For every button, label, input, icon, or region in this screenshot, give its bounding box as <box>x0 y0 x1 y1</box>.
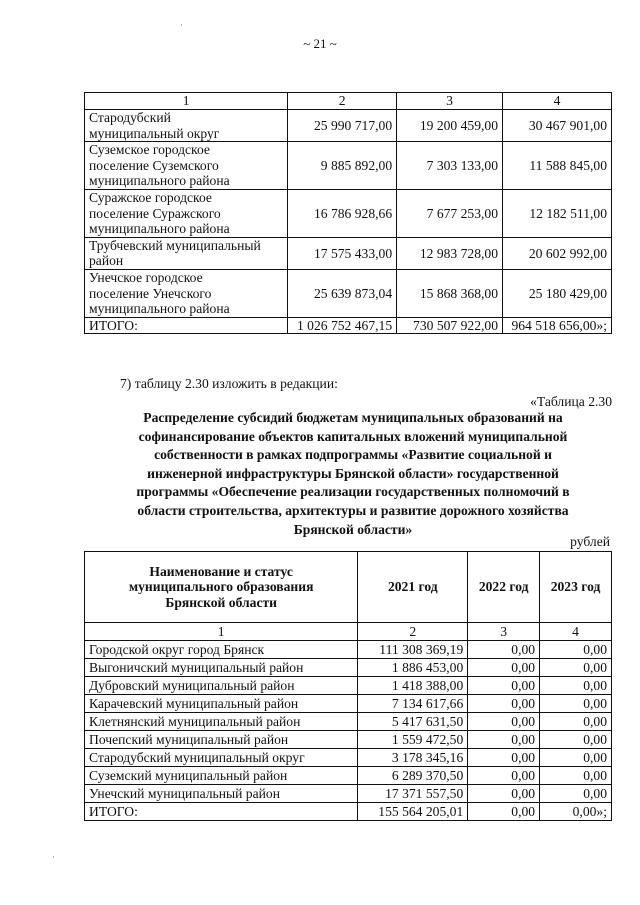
municipality-name: Карачевский муниципальный район <box>85 695 358 713</box>
column-number: 3 <box>468 623 540 641</box>
municipality-name: Унечское городское поселение Унечского муниципального района <box>85 269 288 317</box>
amount-2022: 0,00 <box>468 785 540 803</box>
amount-2022: 0,00 <box>468 767 540 785</box>
table-header-row <box>85 93 612 110</box>
municipality-name: Стародубский муниципальный округ <box>85 749 358 767</box>
amendment-paragraph: 7) таблицу 2.30 изложить в редакции: <box>120 376 338 391</box>
municipality-name: Суземское городское поселение Суземского муниципального района <box>85 142 288 190</box>
amount-2022: 0,00 <box>468 659 540 677</box>
column-number: 1 <box>85 93 288 110</box>
table-row <box>85 767 612 785</box>
amount-cell: 16 786 928,66 <box>288 189 397 237</box>
total-amount: 1 026 752 467,15 <box>288 317 397 334</box>
table-row <box>85 269 612 317</box>
table-continued <box>84 92 612 334</box>
column-header-name: Наименование и статус муниципального образования Брянской области <box>85 552 358 623</box>
amount-2022: 0,00 <box>468 641 540 659</box>
municipality-name: Трубчевский муниципальный район <box>85 237 288 269</box>
subsidy-table <box>84 551 612 821</box>
amount-2021: 3 178 345,16 <box>358 749 468 767</box>
amount-2023: 0,00 <box>540 677 612 695</box>
table-reference: «Таблица 2.30 <box>530 394 612 409</box>
total-row <box>85 803 612 821</box>
municipality-name: Почепский муниципальный район <box>85 731 358 749</box>
amount-2021: 17 371 557,50 <box>358 785 468 803</box>
total-label: ИТОГО: <box>85 803 358 821</box>
column-number: 2 <box>288 93 397 110</box>
scan-mark: · <box>52 852 55 862</box>
municipality-name: Стародубский муниципальный округ <box>85 110 288 142</box>
total-label: ИТОГО: <box>85 317 288 334</box>
amount-cell: 25 990 717,00 <box>288 110 397 142</box>
amount-2022: 0,00 <box>468 677 540 695</box>
table-row <box>85 731 612 749</box>
table-row <box>85 749 612 767</box>
amount-2023: 0,00 <box>540 785 612 803</box>
amount-2023: 0,00 <box>540 749 612 767</box>
page-number: ~ 21 ~ <box>303 36 337 51</box>
amount-cell: 15 868 368,00 <box>397 269 503 317</box>
table-row <box>85 142 612 190</box>
amount-2022: 0,00 <box>468 695 540 713</box>
amount-2022: 0,00 <box>468 749 540 767</box>
amount-cell: 17 575 433,00 <box>288 237 397 269</box>
municipality-name: Суражское городское поселение Суражского муниципального района <box>85 189 288 237</box>
total-amount: 730 507 922,00 <box>397 317 503 334</box>
column-header-2023: 2023 год <box>540 552 612 623</box>
amount-cell: 7 677 253,00 <box>397 189 503 237</box>
amount-2021: 1 559 472,50 <box>358 731 468 749</box>
amount-2023: 0,00 <box>540 767 612 785</box>
amount-cell: 20 602 992,00 <box>503 237 612 269</box>
total-amount-2023: 0,00»; <box>540 803 612 821</box>
amount-2021: 6 289 370,50 <box>358 767 468 785</box>
amount-cell: 9 885 892,00 <box>288 142 397 190</box>
amount-cell: 12 983 728,00 <box>397 237 503 269</box>
amount-cell: 25 639 873,04 <box>288 269 397 317</box>
amount-cell: 19 200 459,00 <box>397 110 503 142</box>
table-row <box>85 641 612 659</box>
municipality-name: Городской округ город Брянск <box>85 641 358 659</box>
amount-2021: 1 886 453,00 <box>358 659 468 677</box>
amount-cell: 12 182 511,00 <box>503 189 612 237</box>
amount-2021: 5 417 631,50 <box>358 713 468 731</box>
column-number-row <box>85 623 612 641</box>
column-number: 1 <box>85 623 358 641</box>
municipality-name: Суземский муниципальный район <box>85 767 358 785</box>
amount-cell: 25 180 429,00 <box>503 269 612 317</box>
column-header-2022: 2022 год <box>468 552 540 623</box>
municipality-name: Клетнянский муниципальный район <box>85 713 358 731</box>
table-row <box>85 189 612 237</box>
table-row <box>85 785 612 803</box>
amount-2022: 0,00 <box>468 713 540 731</box>
total-amount: 964 518 656,00»; <box>503 317 612 334</box>
municipality-name: Унечский муниципальный район <box>85 785 358 803</box>
total-amount-2021: 155 564 205,01 <box>358 803 468 821</box>
table-row <box>85 110 612 142</box>
table-row <box>85 677 612 695</box>
amount-2023: 0,00 <box>540 731 612 749</box>
amount-cell: 30 467 901,00 <box>503 110 612 142</box>
table-row <box>85 713 612 731</box>
table-row <box>85 659 612 677</box>
amount-2023: 0,00 <box>540 695 612 713</box>
amount-cell: 11 588 845,00 <box>503 142 612 190</box>
municipality-name: Дубровский муниципальный район <box>85 677 358 695</box>
amount-2023: 0,00 <box>540 641 612 659</box>
scan-mark: · <box>180 20 183 30</box>
amount-2023: 0,00 <box>540 659 612 677</box>
column-header-2021: 2021 год <box>358 552 468 623</box>
column-number: 4 <box>540 623 612 641</box>
municipality-name: Выгоничский муниципальный район <box>85 659 358 677</box>
table-row <box>85 237 612 269</box>
amount-2022: 0,00 <box>468 731 540 749</box>
amount-2021: 1 418 388,00 <box>358 677 468 695</box>
total-row <box>85 317 612 334</box>
amount-2021: 7 134 617,66 <box>358 695 468 713</box>
column-number: 4 <box>503 93 612 110</box>
column-number: 3 <box>397 93 503 110</box>
table-title: Распределение субсидий бюджетам муниципальных образований на софинансирование объектов капитальных вложений муниципальной собственности в рамках подпрограммы «Развитие социальной и инженерной инфраструктуры Брянской области» государственной программы «Обеспечение реализации государственных полномочий в области строительства, архитектуры и развитие дорожного хозяйства Брянской области» <box>136 410 570 537</box>
units-label: рублей <box>570 534 610 549</box>
amount-2021: 111 308 369,19 <box>358 641 468 659</box>
total-amount-2022: 0,00 <box>468 803 540 821</box>
column-number: 2 <box>358 623 468 641</box>
table-row <box>85 695 612 713</box>
amount-cell: 7 303 133,00 <box>397 142 503 190</box>
table-header-row <box>85 552 612 623</box>
amount-2023: 0,00 <box>540 713 612 731</box>
